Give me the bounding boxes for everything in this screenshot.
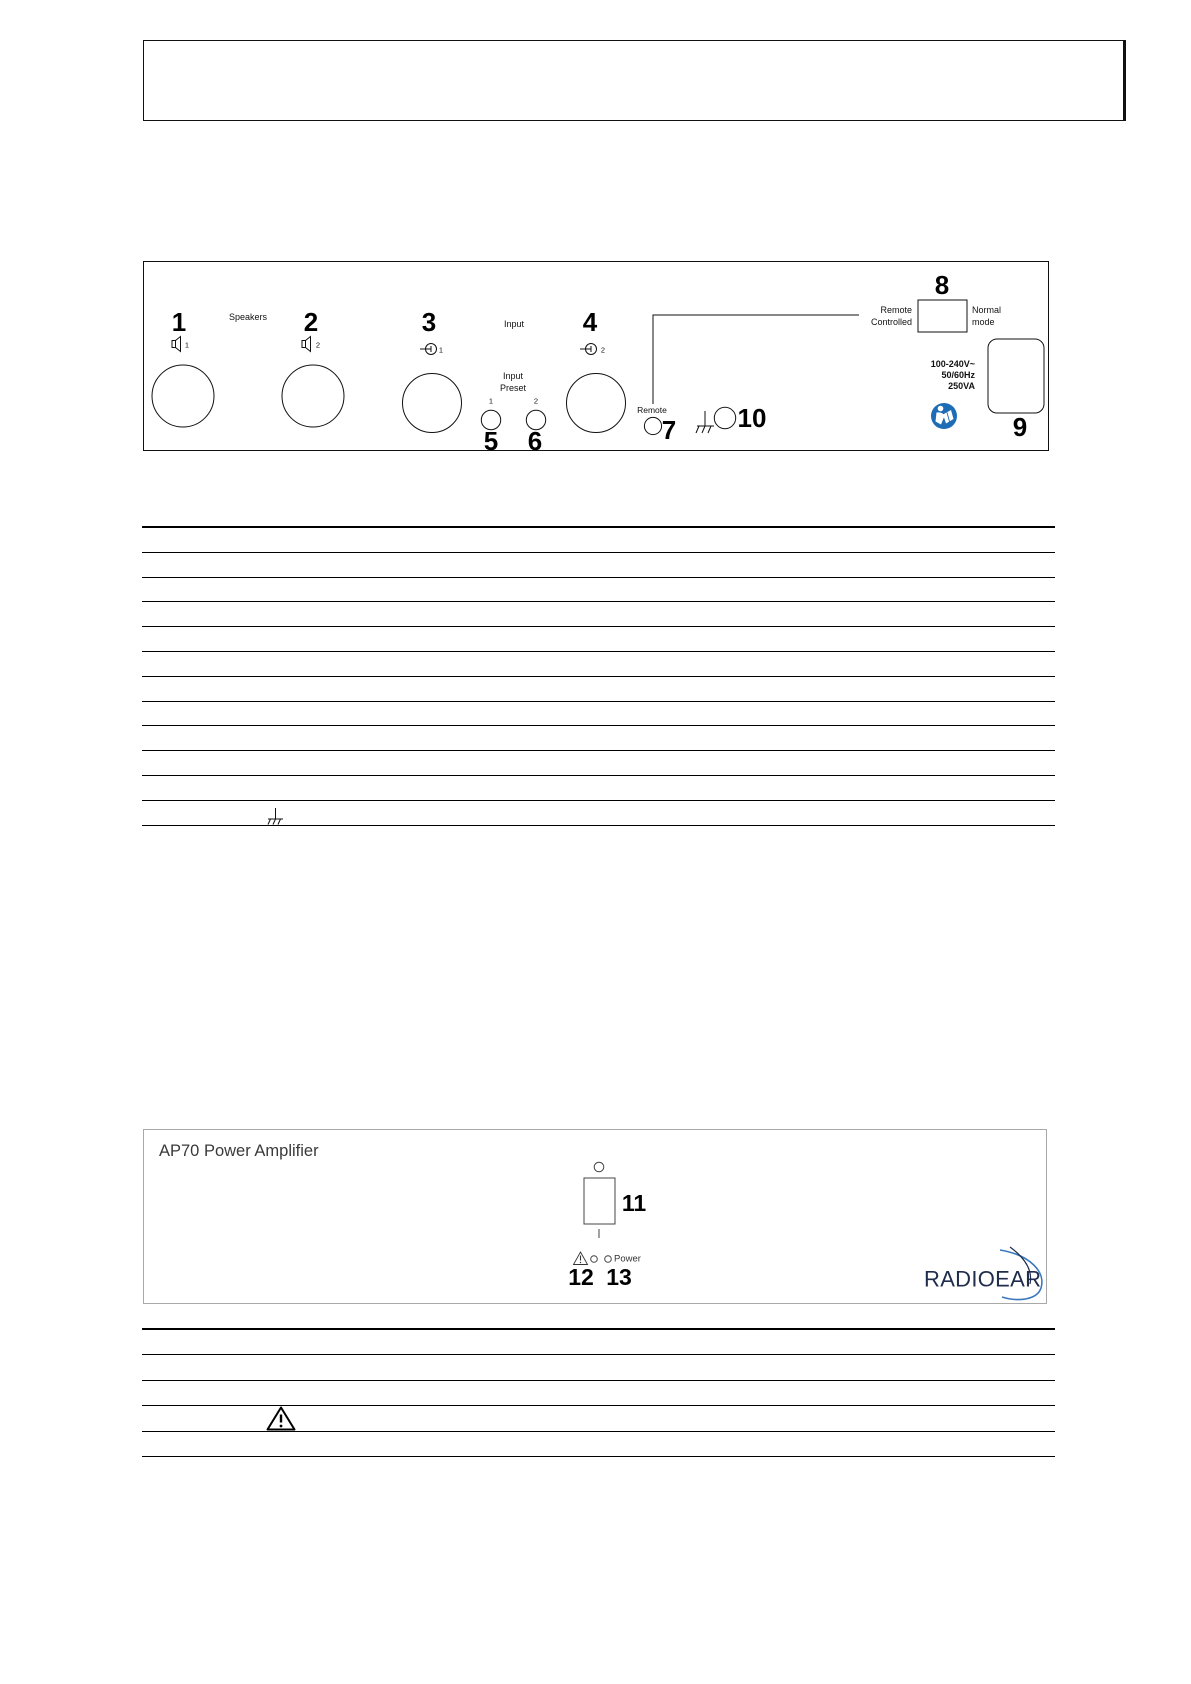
table-row <box>142 1355 1055 1380</box>
callout-7: 7 <box>661 415 677 445</box>
power-rating-frequency: 50/60Hz <box>941 370 975 380</box>
speaker-output-2-jack <box>282 365 344 427</box>
front-panel-diagram <box>143 1129 1048 1305</box>
speaker-output-1-label: 1 <box>184 340 190 350</box>
table-row <box>142 1432 1055 1457</box>
table-row <box>142 1406 1055 1431</box>
speaker-icon <box>302 337 311 352</box>
input-preset-2-label: 2 <box>533 396 539 406</box>
callout-5: 5 <box>483 426 499 452</box>
table-row <box>142 627 1055 652</box>
power-switch <box>584 1178 615 1224</box>
input-jack-icon <box>420 344 437 355</box>
table-row <box>142 1381 1055 1406</box>
table-row <box>142 702 1055 727</box>
input-jack-icon <box>580 344 597 355</box>
table-row <box>142 776 1055 801</box>
mode-switch-right-label-line1: Normal <box>972 305 1002 315</box>
mode-switch-left-label-line1: Remote <box>880 305 912 315</box>
table-row <box>142 602 1055 627</box>
power-label: Power <box>614 1253 641 1265</box>
callout-2: 2 <box>303 307 319 337</box>
mains-inlet <box>988 339 1044 413</box>
ground-terminal <box>714 407 735 428</box>
fault-led <box>591 1256 598 1263</box>
warning-icon <box>266 1406 296 1431</box>
table-row <box>142 553 1055 578</box>
ground-icon <box>267 808 284 825</box>
power-rating-power: 250VA <box>948 381 975 391</box>
warning-icon <box>574 1252 588 1265</box>
rear-panel-outline <box>144 262 1049 451</box>
callout-4: 4 <box>582 307 598 337</box>
mode-switch-right-label-line2: mode <box>972 317 995 327</box>
callout-13: 13 <box>606 1264 632 1290</box>
table-row <box>142 578 1055 603</box>
speaker-output-1-jack <box>152 365 214 427</box>
input-1-jack <box>403 374 462 433</box>
brand-name: RADIOEAR <box>924 1266 1042 1292</box>
header-box <box>143 40 1126 121</box>
rear-panel-table <box>142 526 1055 826</box>
table-row <box>142 652 1055 677</box>
brand-logo <box>924 1247 1042 1300</box>
table-row <box>142 751 1055 776</box>
input-preset-label-line2: Preset <box>499 383 527 393</box>
table-row <box>142 1330 1055 1355</box>
remote-label: Remote <box>637 405 667 415</box>
mode-switch-left-label-line2: Controlled <box>870 317 912 327</box>
front-panel-title: AP70 Power Amplifier <box>159 1142 319 1160</box>
callout-3: 3 <box>421 307 437 337</box>
callout-12: 12 <box>568 1264 594 1290</box>
table-row <box>142 726 1055 751</box>
input-1-label: 1 <box>438 345 444 355</box>
power-led <box>605 1256 612 1263</box>
callout-1: 1 <box>171 307 187 337</box>
table-row <box>142 801 1055 826</box>
front-panel-table <box>142 1328 1055 1457</box>
table-row <box>142 677 1055 702</box>
input-preset-1-label: 1 <box>488 396 494 406</box>
remote-jack <box>644 417 661 434</box>
remote-connection-line <box>653 315 859 404</box>
callout-10: 10 <box>737 403 767 433</box>
speakers-label: Speakers <box>228 312 268 322</box>
callout-9: 9 <box>1012 412 1028 442</box>
input-2-jack <box>567 374 626 433</box>
callout-6: 6 <box>527 426 543 452</box>
callout-8: 8 <box>934 270 950 300</box>
callout-11: 11 <box>621 1190 647 1216</box>
table-row <box>142 528 1055 553</box>
off-symbol <box>594 1162 604 1172</box>
power-rating-voltage: 100-240V~ <box>930 359 975 369</box>
input-label: Input <box>503 319 525 329</box>
read-manual-icon <box>931 403 957 429</box>
power-switch-icon <box>584 1162 615 1238</box>
ground-icon <box>696 411 714 433</box>
input-preset-label-line1: Input <box>502 371 524 381</box>
input-2-label: 2 <box>600 345 606 355</box>
mode-switch <box>918 300 967 332</box>
speaker-output-2-label: 2 <box>315 340 321 350</box>
rear-panel-diagram <box>143 261 1050 452</box>
speaker-icon <box>172 337 181 352</box>
